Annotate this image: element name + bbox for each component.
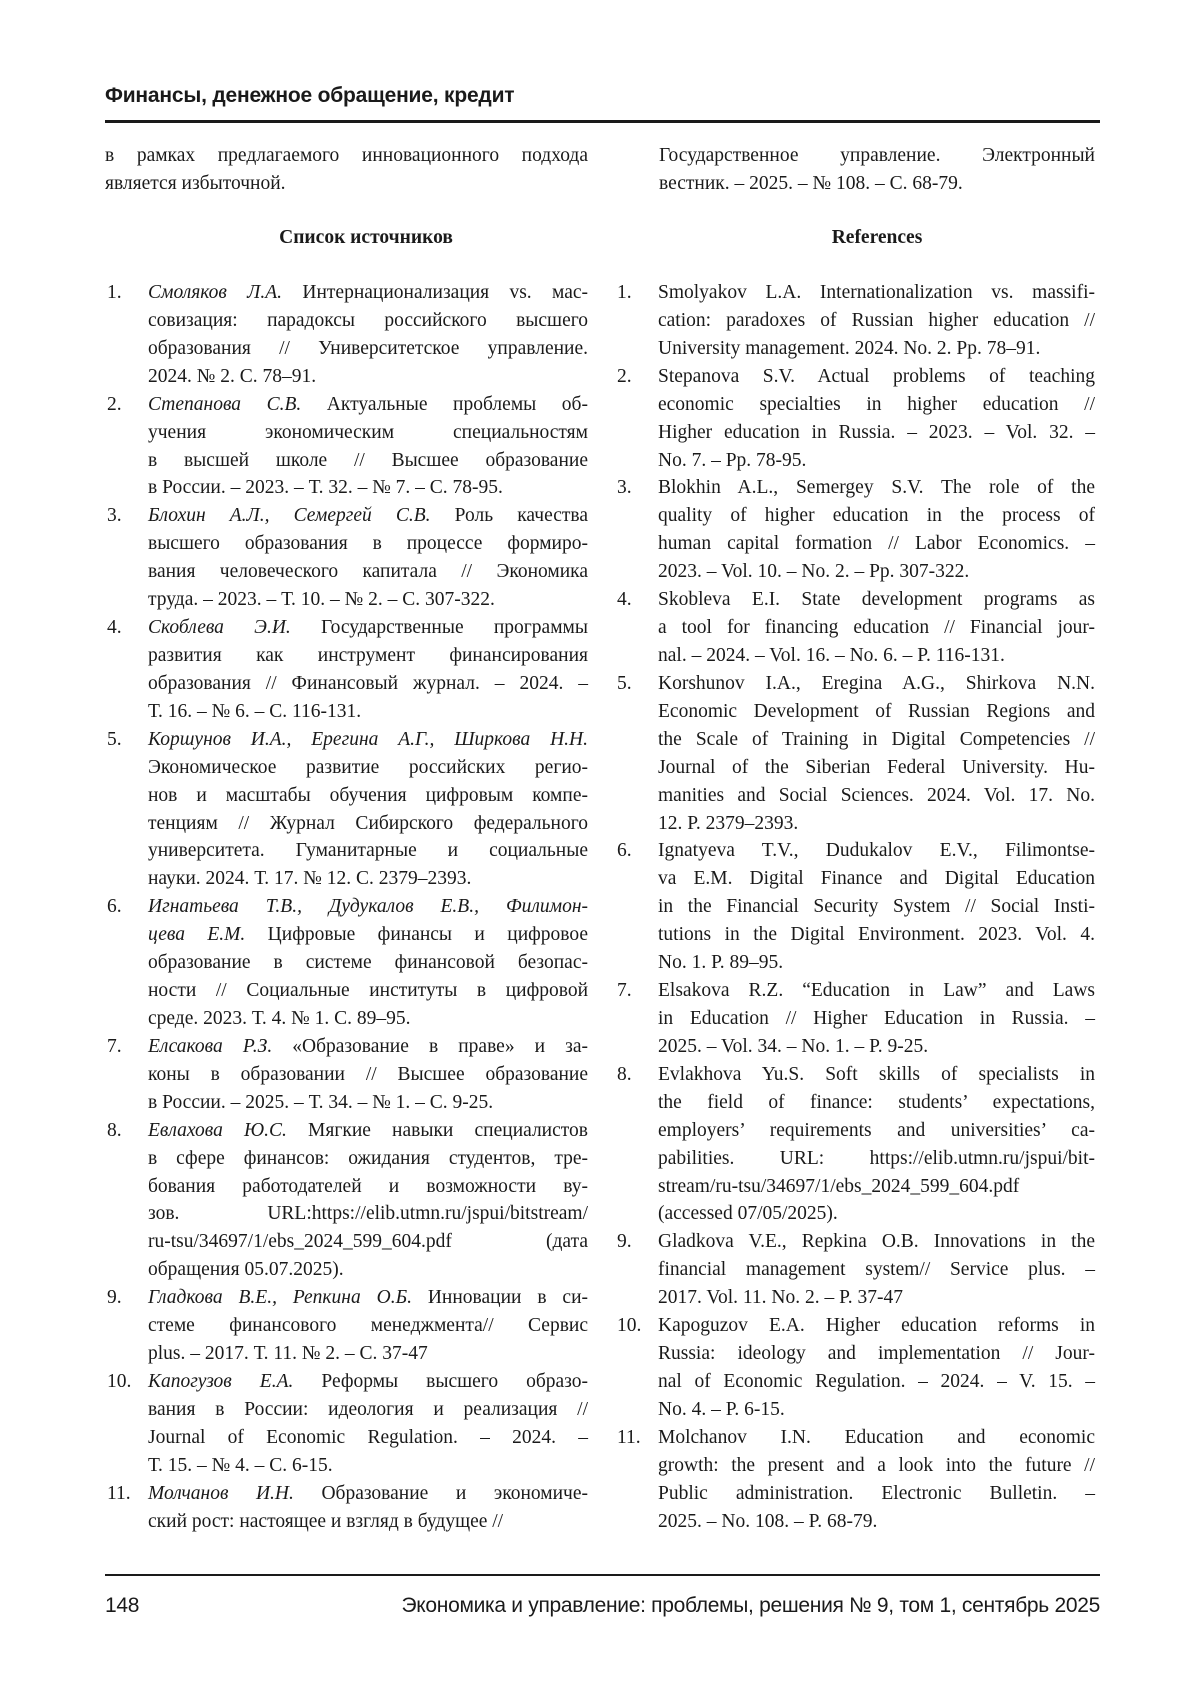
reference-authors: Блохин А.Л., Семергей С.В. <box>148 505 431 526</box>
reference-authors: Молчанов И.Н. <box>148 1483 294 1504</box>
journal-info: Экономика и управление: проблемы, решения № 9, том 1, сентябрь 2025 <box>401 1594 1100 1618</box>
reference-number: 11. <box>617 1424 641 1452</box>
reference-line: в России. – 2023. – Т. 32. – № 7. – С. 78-95. <box>148 474 588 502</box>
reference-line: 2025. – No. 108. – P. 68-79. <box>658 1508 1095 1536</box>
reference-line: 2023. – Vol. 10. – No. 2. – Pp. 307-322. <box>658 558 1095 586</box>
reference-line: учения экономическим специальностям <box>148 419 588 447</box>
reference-line: Higher education in Russia. – 2023. – Vol. 32. – <box>658 419 1095 447</box>
reference-line: образования // Университетское управление. <box>148 335 588 363</box>
reference-number: 3. <box>617 474 632 502</box>
sources-list-ru <box>105 279 588 1535</box>
reference-line: Gladkova V.E., Repkina O.B. Innovations in the <box>658 1228 1095 1256</box>
reference-authors: Скоблева Э.И. <box>148 617 291 638</box>
reference-line: No. 7. – Pp. 78-95. <box>658 447 1095 475</box>
sources-heading: Список источников <box>148 224 584 252</box>
reference-item <box>105 1368 588 1480</box>
reference-line: tutions in the Digital Environment. 2023. Vol. 4. <box>658 921 1095 949</box>
reference-line: ности // Социальные институты в цифровой <box>148 977 588 1005</box>
reference-line: обращения 05.07.2025). <box>148 1256 588 1284</box>
reference-authors: Игнатьева Т.В., Дудукалов Е.В., Филимон- <box>148 896 588 917</box>
reference-item <box>615 670 1095 838</box>
reference-line: Molchanov I.N. Education and economic <box>658 1424 1095 1452</box>
reference-line: human capital formation // Labor Economics. – <box>658 530 1095 558</box>
reference-line: Russia: ideology and implementation // Jour- <box>658 1340 1095 1368</box>
reference-line: высшего образования в процессе формиро- <box>148 530 588 558</box>
reference-line: a tool for financing education // Financial jour- <box>658 614 1095 642</box>
reference-line: Evlakhova Yu.S. Soft skills of specialists in <box>658 1061 1095 1089</box>
reference-line: University management. 2024. No. 2. Pp. 78–91. <box>658 335 1095 363</box>
reference-authors: цева Е.М. <box>148 924 245 945</box>
reference-line: Blokhin A.L., Semergey S.V. The role of the <box>658 474 1095 502</box>
reference-number: 4. <box>107 614 122 642</box>
reference-number: 10. <box>107 1368 131 1396</box>
reference-line: в России. – 2025. – Т. 34. – № 1. – С. 9-25. <box>148 1089 588 1117</box>
reference-line: Блохин А.Л., Семергей С.В. Роль качества <box>148 502 588 530</box>
reference-line: цева Е.М. Цифровые финансы и цифровое <box>148 921 588 949</box>
reference-item <box>105 893 588 1033</box>
header-rule <box>105 120 1100 123</box>
reference-line: университета. Гуманитарные и социальные <box>148 837 588 865</box>
reference-number: 2. <box>107 391 122 419</box>
reference-number: 10. <box>617 1312 641 1340</box>
reference-line: Скоблева Э.И. Государственные программы <box>148 614 588 642</box>
reference-line: Степанова С.В. Актуальные проблемы об- <box>148 391 588 419</box>
reference-line: Т. 15. – № 4. – С. 6-15. <box>148 1452 588 1480</box>
reference-line: тенциям // Журнал Сибирского федерального <box>148 810 588 838</box>
reference-number: 9. <box>107 1284 122 1312</box>
reference-line: среде. 2023. Т. 4. № 1. С. 89–95. <box>148 1005 588 1033</box>
reference-line: Economic Development of Russian Regions and <box>658 698 1095 726</box>
reference-number: 4. <box>617 586 632 614</box>
reference-line: cation: paradoxes of Russian higher education // <box>658 307 1095 335</box>
reference-line: No. 1. P. 89–95. <box>658 949 1095 977</box>
reference-item <box>615 1061 1095 1229</box>
reference-line: nal. – 2024. – Vol. 16. – No. 6. – P. 116-131. <box>658 642 1095 670</box>
reference-line: Skobleva E.I. State development programs as <box>658 586 1095 614</box>
reference-item <box>105 502 588 614</box>
reference-item <box>615 1424 1095 1536</box>
reference-line: Elsakova R.Z. “Education in Law” and Laws <box>658 977 1095 1005</box>
footer-rule <box>105 1574 1100 1576</box>
intro-line: вестник. – 2025. – № 108. – С. 68-79. <box>659 170 1095 198</box>
reference-line <box>148 726 588 754</box>
reference-line <box>148 893 588 921</box>
reference-line: in Education // Higher Education in Russia. – <box>658 1005 1095 1033</box>
reference-authors: Степанова С.В. <box>148 394 301 415</box>
reference-number: 9. <box>617 1228 632 1256</box>
references-heading: References <box>659 224 1095 252</box>
left-intro <box>105 142 588 198</box>
reference-number: 1. <box>617 279 632 307</box>
reference-item <box>615 474 1095 586</box>
reference-line: Елсакова Р.З. «Образование в праве» и за- <box>148 1033 588 1061</box>
reference-line: 2017. Vol. 11. No. 2. – P. 37-47 <box>658 1284 1095 1312</box>
reference-line: в сфере финансов: ожидания студентов, тре- <box>148 1145 588 1173</box>
reference-line: Т. 16. – № 6. – С. 116-131. <box>148 698 588 726</box>
reference-line: economic specialties in higher education // <box>658 391 1095 419</box>
reference-line: Молчанов И.Н. Образование и экономиче- <box>148 1480 588 1508</box>
reference-line: зов. URL:https://elib.utmn.ru/jspui/bitstream/ <box>148 1200 588 1228</box>
intro-line: является избыточной. <box>105 170 588 198</box>
reference-line: No. 4. – P. 6-15. <box>658 1396 1095 1424</box>
reference-line: Гладкова В.Е., Репкина О.Б. Инновации в си- <box>148 1284 588 1312</box>
reference-item <box>615 1312 1095 1424</box>
intro-line: Государственное управление. Электронный <box>659 142 1095 170</box>
reference-line: 2024. № 2. С. 78–91. <box>148 363 588 391</box>
reference-item <box>615 279 1095 363</box>
references-list-en <box>615 279 1095 1535</box>
reference-authors: Елсакова Р.З. <box>148 1036 272 1057</box>
section-title: Финансы, денежное обращение, кредит <box>105 84 514 108</box>
reference-line: employers’ requirements and universities’ ca- <box>658 1117 1095 1145</box>
reference-authors: Евлахова Ю.С. <box>148 1120 287 1141</box>
reference-line: quality of higher education in the process of <box>658 502 1095 530</box>
reference-line: va E.M. Digital Finance and Digital Education <box>658 865 1095 893</box>
reference-number: 7. <box>617 977 632 1005</box>
reference-line: plus. – 2017. Т. 11. № 2. – С. 37-47 <box>148 1340 588 1368</box>
reference-line: Kapoguzov E.A. Higher education reforms in <box>658 1312 1095 1340</box>
reference-line: стеме финансового менеджмента// Сервис <box>148 1312 588 1340</box>
reference-line: Stepanova S.V. Actual problems of teaching <box>658 363 1095 391</box>
reference-line: pabilities. URL: https://elib.utmn.ru/jspui/bit- <box>658 1145 1095 1173</box>
reference-line: ru-tsu/34697/1/ebs_2024_599_604.pdf (дата <box>148 1228 588 1256</box>
reference-line: науки. 2024. Т. 17. № 12. С. 2379–2393. <box>148 865 588 893</box>
reference-item <box>105 1117 588 1285</box>
reference-item <box>615 837 1095 977</box>
reference-line: бования работодателей и возможности ву- <box>148 1173 588 1201</box>
reference-line: Капогузов Е.А. Реформы высшего образо- <box>148 1368 588 1396</box>
reference-line: Евлахова Ю.С. Мягкие навыки специалистов <box>148 1117 588 1145</box>
reference-number: 1. <box>107 279 122 307</box>
reference-authors: Гладкова В.Е., Репкина О.Б. <box>148 1287 412 1308</box>
reference-number: 5. <box>617 670 632 698</box>
reference-line: 2025. – Vol. 34. – No. 1. – P. 9-25. <box>658 1033 1095 1061</box>
reference-item <box>105 279 588 391</box>
reference-line: развития как инструмент финансирования <box>148 642 588 670</box>
reference-line: (accessed 07/05/2025). <box>658 1200 1095 1228</box>
reference-authors: Коршунов И.А., Ерегина А.Г., Ширкова Н.Н. <box>148 729 588 750</box>
reference-line: growth: the present and a look into the future // <box>658 1452 1095 1480</box>
reference-number: 7. <box>107 1033 122 1061</box>
reference-line: образования // Финансовый журнал. – 2024. – <box>148 670 588 698</box>
reference-authors: Капогузов Е.А. <box>148 1371 293 1392</box>
reference-number: 2. <box>617 363 632 391</box>
reference-item <box>105 726 588 894</box>
reference-line: нов и масштабы обучения цифровым компе- <box>148 782 588 810</box>
reference-line: вания человеческого капитала // Экономика <box>148 558 588 586</box>
reference-line: ский рост: настоящее и взгляд в будущее // <box>148 1508 588 1536</box>
reference-number: 3. <box>107 502 122 530</box>
reference-item <box>105 1033 588 1117</box>
reference-item <box>615 363 1095 475</box>
right-intro <box>659 142 1095 198</box>
page-number: 148 <box>105 1594 139 1618</box>
reference-line: Journal of Economic Regulation. – 2024. – <box>148 1424 588 1452</box>
reference-item <box>105 614 588 726</box>
reference-number: 8. <box>617 1061 632 1089</box>
reference-line: in the Financial Security System // Social Insti- <box>658 893 1095 921</box>
reference-line: Public administration. Electronic Bulletin. – <box>658 1480 1095 1508</box>
reference-item <box>615 977 1095 1061</box>
reference-item <box>615 1228 1095 1312</box>
reference-line: Ignatyeva T.V., Dudukalov E.V., Filimontse- <box>658 837 1095 865</box>
reference-line: образование в системе финансовой безопас- <box>148 949 588 977</box>
reference-line: Смоляков Л.А. Интернационализация vs. мас- <box>148 279 588 307</box>
reference-item <box>105 391 588 503</box>
reference-line: manities and Social Sciences. 2024. Vol. 17. No. <box>658 782 1095 810</box>
reference-line: the Scale of Training in Digital Competencies // <box>658 726 1095 754</box>
reference-item <box>615 586 1095 670</box>
reference-item <box>105 1480 588 1536</box>
reference-line: вания в России: идеология и реализация // <box>148 1396 588 1424</box>
reference-number: 6. <box>107 893 122 921</box>
reference-number: 5. <box>107 726 122 754</box>
reference-number: 11. <box>107 1480 131 1508</box>
reference-line: stream/ru-tsu/34697/1/ebs_2024_599_604.pdf <box>658 1173 1095 1201</box>
reference-line: Journal of the Siberian Federal University. Hu- <box>658 754 1095 782</box>
reference-number: 6. <box>617 837 632 865</box>
reference-item <box>105 1284 588 1368</box>
reference-line: труда. – 2023. – Т. 10. – № 2. – С. 307-322. <box>148 586 588 614</box>
reference-line: совизация: парадоксы российского высшего <box>148 307 588 335</box>
reference-line: в высшей школе // Высшее образование <box>148 447 588 475</box>
reference-authors: Смоляков Л.А. <box>148 282 282 303</box>
reference-line: 12. P. 2379–2393. <box>658 810 1095 838</box>
reference-line: nal of Economic Regulation. – 2024. – V. 15. – <box>658 1368 1095 1396</box>
reference-line: financial management system// Service plus. – <box>658 1256 1095 1284</box>
reference-line: Экономическое развитие российских регио- <box>148 754 588 782</box>
reference-line: коны в образовании // Высшее образование <box>148 1061 588 1089</box>
intro-line: в рамках предлагаемого инновационного подхода <box>105 142 588 170</box>
reference-line: Korshunov I.A., Eregina A.G., Shirkova N.N. <box>658 670 1095 698</box>
reference-number: 8. <box>107 1117 122 1145</box>
reference-line: Smolyakov L.A. Internationalization vs. massifi- <box>658 279 1095 307</box>
reference-line: the field of finance: students’ expectations, <box>658 1089 1095 1117</box>
